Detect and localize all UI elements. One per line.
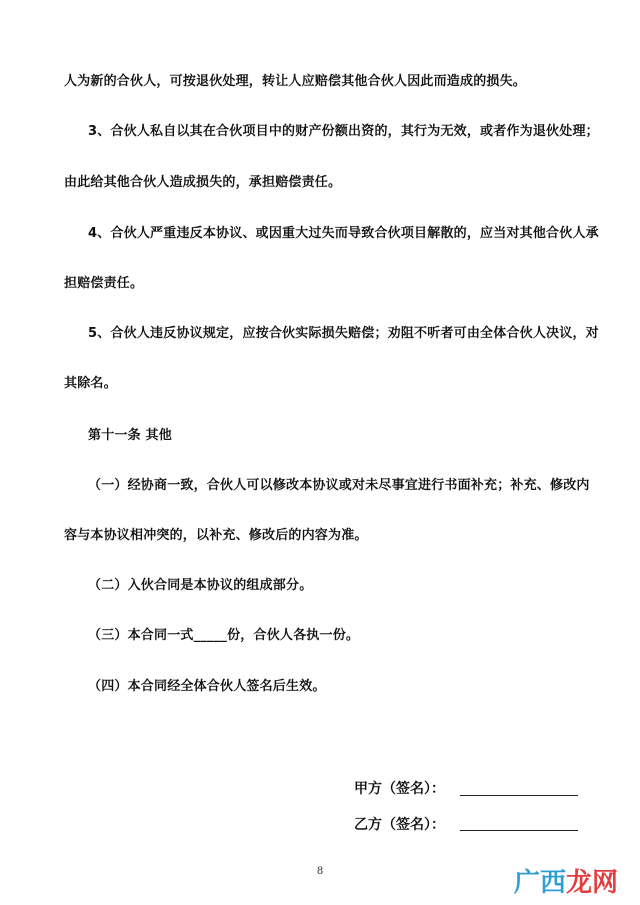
item-1-line-1: （一）经协商一致，合伙人可以修改本协议或对未尽事宜进行书面补充；补充、修改内 [88, 478, 590, 493]
clause-3-line-2: 由此给其他合伙人造成损失的，承担赔偿责任。 [64, 175, 342, 190]
clause-3-line-1: 3、合伙人私自以其在合伙项目中的财产份额出资的，其行为无效，或者作为退伙处理； [88, 124, 599, 139]
clause-5-line-2: 其除名。 [64, 376, 117, 391]
page-number: 8 [316, 866, 324, 877]
item-3: （三）本合同一式_____份，合伙人各执一份。 [88, 628, 360, 643]
clause-4-line-2: 担赔偿责任。 [64, 276, 144, 291]
party-a-signature-line [460, 795, 578, 796]
item-1-line-2: 容与本协议相冲突的，以补充、修改后的内容为准。 [64, 528, 368, 543]
watermark-text-part1: 广西 [513, 868, 566, 898]
paragraph-line-1: 人为新的合伙人，可按退伙处理，转让人应赔偿其他合伙人因此而造成的损失。 [64, 74, 527, 89]
clause-4-line-1: 4、合伙人严重违反本协议、或因重大过失而导致合伙项目解散的，应当对其他合伙人承 [88, 226, 599, 241]
party-b-signature-line [460, 830, 578, 831]
article-11-heading: 第十一条 其他 [88, 428, 172, 443]
party-b-signature-label: 乙方（签名）： [354, 817, 445, 833]
watermark-text-part2: 龙网 [565, 868, 618, 898]
site-watermark-logo [514, 862, 618, 899]
party-a-signature-label: 甲方（签名）： [354, 781, 445, 797]
item-2: （二）入伙合同是本协议的组成部分。 [88, 578, 313, 593]
item-4: （四）本合同经全体合伙人签名后生效。 [88, 679, 326, 694]
clause-5-line-1: 5、合伙人违反协议规定，应按合伙实际损失赔偿；劝阻不听者可由全体合伙人决议，对 [88, 326, 599, 341]
